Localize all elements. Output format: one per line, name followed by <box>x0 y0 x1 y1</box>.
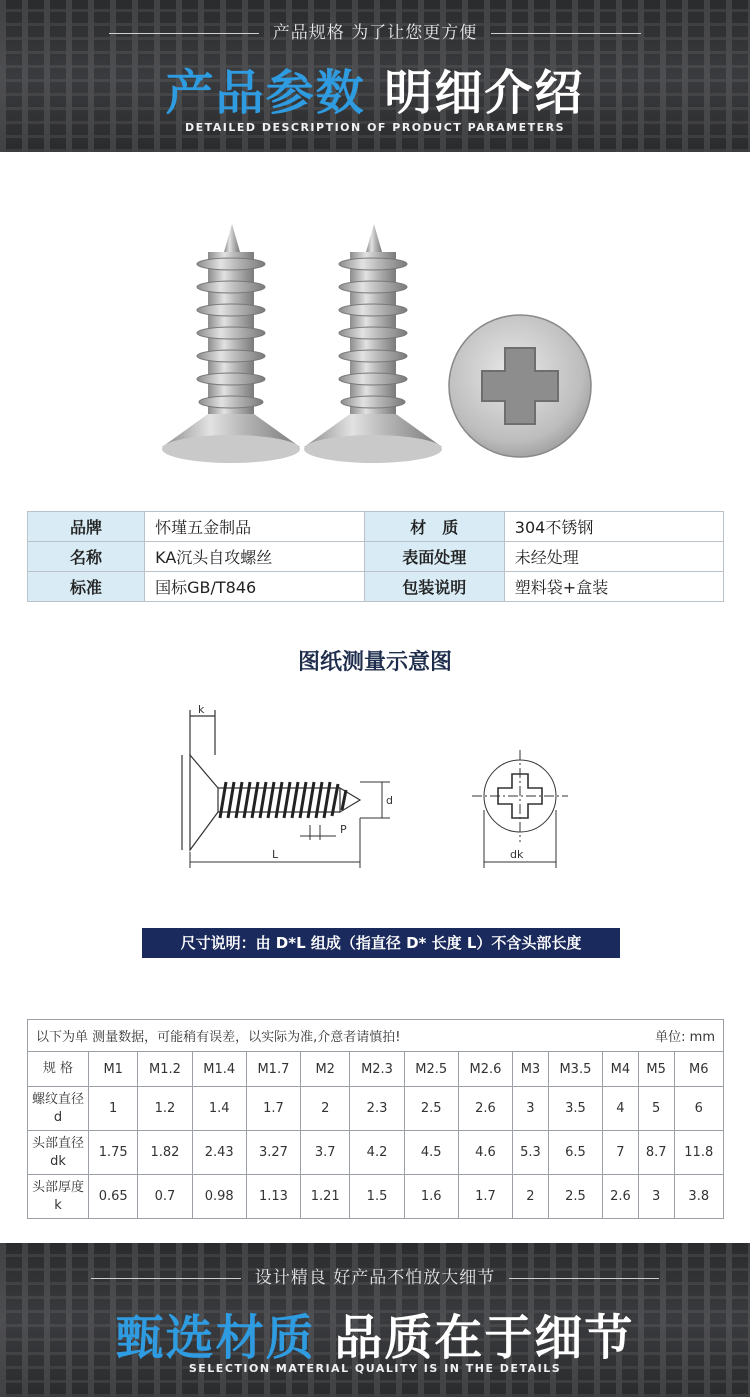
banner-english: DETAILED DESCRIPTION OF PRODUCT PARAMETERS <box>184 121 566 134</box>
param-value: 304不锈钢 <box>504 512 723 542</box>
spec-size-cell: M1.7 <box>246 1052 300 1087</box>
spec-size-cell: M2.6 <box>458 1052 512 1087</box>
spec-value-cell: 3 <box>513 1087 549 1131</box>
spec-value-cell: 0.7 <box>138 1175 192 1219</box>
spec-size-label: 规 格 <box>28 1052 89 1087</box>
param-label: 品牌 <box>28 512 145 542</box>
spec-row-label: 头部厚度 k <box>28 1175 89 1219</box>
spec-value-cell: 1.6 <box>404 1175 458 1219</box>
spec-value-cell: 2.3 <box>350 1087 404 1131</box>
banner-english: SELECTION MATERIAL QUALITY IS IN THE DETAILS <box>188 1362 562 1375</box>
dim-label-l: L <box>272 848 279 861</box>
spec-size-cell: M5 <box>638 1052 674 1087</box>
param-value: 塑料袋+盒装 <box>504 572 723 602</box>
spec-row-label: 螺纹直径 d <box>28 1087 89 1131</box>
table-row <box>28 1131 724 1175</box>
parameter-table <box>27 511 724 602</box>
dim-label-k: k <box>198 703 205 716</box>
screw-side-2 <box>304 224 442 463</box>
banner-subtitle: 设计精良 好产品不怕放大细节 <box>0 1263 750 1288</box>
param-value: KA沉头自攻螺丝 <box>145 542 365 572</box>
spec-size-cell: M2.5 <box>404 1052 458 1087</box>
banner-title-blue: 产品参数 <box>165 65 366 121</box>
spec-value-cell: 6.5 <box>548 1131 602 1175</box>
spec-value-cell: 3 <box>638 1175 674 1219</box>
spec-value-cell: 2 <box>301 1087 350 1131</box>
spec-value-cell: 1.75 <box>89 1131 138 1175</box>
spec-value-cell: 5 <box>638 1087 674 1131</box>
spec-value-cell: 1.7 <box>458 1175 512 1219</box>
spec-value-cell: 1.21 <box>301 1175 350 1219</box>
table-row <box>28 542 724 572</box>
spec-table <box>27 1019 724 1219</box>
screw-photo-illustration <box>0 152 750 492</box>
spec-value-cell: 3.27 <box>246 1131 300 1175</box>
spec-value-cell: 3.8 <box>674 1175 723 1219</box>
spec-value-cell: 2 <box>513 1175 549 1219</box>
spec-value-cell: 3.7 <box>301 1131 350 1175</box>
spec-size-cell: M2.3 <box>350 1052 404 1087</box>
spec-header-row <box>28 1020 724 1052</box>
spec-value-cell: 8.7 <box>638 1131 674 1175</box>
screw-head-top <box>449 315 591 457</box>
spec-size-cell: M2 <box>301 1052 350 1087</box>
spec-size-cell: M3.5 <box>548 1052 602 1087</box>
dimension-note: 尺寸说明：由 D*L 组成（指直径 D* 长度 L）不含头部长度 <box>142 928 620 958</box>
spec-value-cell: 11.8 <box>674 1131 723 1175</box>
param-label: 名称 <box>28 542 145 572</box>
param-label: 表面处理 <box>364 542 504 572</box>
param-value: 怀瑾五金制品 <box>145 512 365 542</box>
spec-value-cell: 0.65 <box>89 1175 138 1219</box>
param-value: 国标GB/T846 <box>145 572 365 602</box>
dim-label-d: d <box>386 794 393 807</box>
product-photo <box>0 152 750 492</box>
banner-title <box>0 1299 750 1368</box>
spec-size-cell: M1 <box>89 1052 138 1087</box>
spec-size-cell: M1.2 <box>138 1052 192 1087</box>
banner-title <box>0 54 750 123</box>
spec-value-cell: 4.2 <box>350 1131 404 1175</box>
spec-value-cell: 2.6 <box>458 1087 512 1131</box>
spec-value-cell: 4.5 <box>404 1131 458 1175</box>
spec-value-cell: 1.2 <box>138 1087 192 1131</box>
spec-size-cell: M3 <box>513 1052 549 1087</box>
spec-size-cell: M1.4 <box>192 1052 246 1087</box>
param-label: 标准 <box>28 572 145 602</box>
spec-value-cell: 2.6 <box>603 1175 639 1219</box>
top-banner <box>0 0 750 152</box>
spec-value-cell: 1.7 <box>246 1087 300 1131</box>
spec-value-cell: 2.5 <box>548 1175 602 1219</box>
spec-value-cell: 1 <box>89 1087 138 1131</box>
banner-title-white: 明细介绍 <box>384 65 585 121</box>
spec-value-cell: 6 <box>674 1087 723 1131</box>
param-label: 材 质 <box>364 512 504 542</box>
spec-size-row <box>28 1052 724 1087</box>
table-row <box>28 1175 724 1219</box>
table-row <box>28 512 724 542</box>
banner-subtitle: 产品规格 为了让您更方便 <box>0 18 750 43</box>
screw-side-1 <box>162 224 300 463</box>
banner-title-white: 品质在于细节 <box>334 1310 635 1366</box>
spec-size-cell: M6 <box>674 1052 723 1087</box>
technical-drawing <box>160 700 600 880</box>
table-row <box>28 572 724 602</box>
spec-header-text: 以下为单 测量数据，可能稍有误差，以实际为准,介意者请慎拍! <box>36 1030 401 1045</box>
spec-value-cell: 2.5 <box>404 1087 458 1131</box>
bottom-banner <box>0 1243 750 1397</box>
spec-value-cell: 3.5 <box>548 1087 602 1131</box>
spec-value-cell: 4 <box>603 1087 639 1131</box>
dim-label-p: P <box>340 823 347 836</box>
spec-size-cell: M4 <box>603 1052 639 1087</box>
banner-title-blue: 甄选材质 <box>115 1310 316 1366</box>
param-label: 包装说明 <box>364 572 504 602</box>
param-value: 未经处理 <box>504 542 723 572</box>
spec-unit: 单位: mm <box>655 1030 715 1045</box>
spec-value-cell: 1.4 <box>192 1087 246 1131</box>
spec-value-cell: 2.43 <box>192 1131 246 1175</box>
spec-value-cell: 5.3 <box>513 1131 549 1175</box>
spec-value-cell: 1.5 <box>350 1175 404 1219</box>
spec-header <box>28 1020 724 1052</box>
table-row <box>28 1087 724 1131</box>
spec-value-cell: 7 <box>603 1131 639 1175</box>
dim-label-dk: dk <box>510 848 524 861</box>
spec-value-cell: 0.98 <box>192 1175 246 1219</box>
drawing-title: 图纸测量示意图 <box>297 650 452 675</box>
spec-value-cell: 4.6 <box>458 1131 512 1175</box>
spec-value-cell: 1.13 <box>246 1175 300 1219</box>
spec-value-cell: 1.82 <box>138 1131 192 1175</box>
spec-row-label: 头部直径 dk <box>28 1131 89 1175</box>
